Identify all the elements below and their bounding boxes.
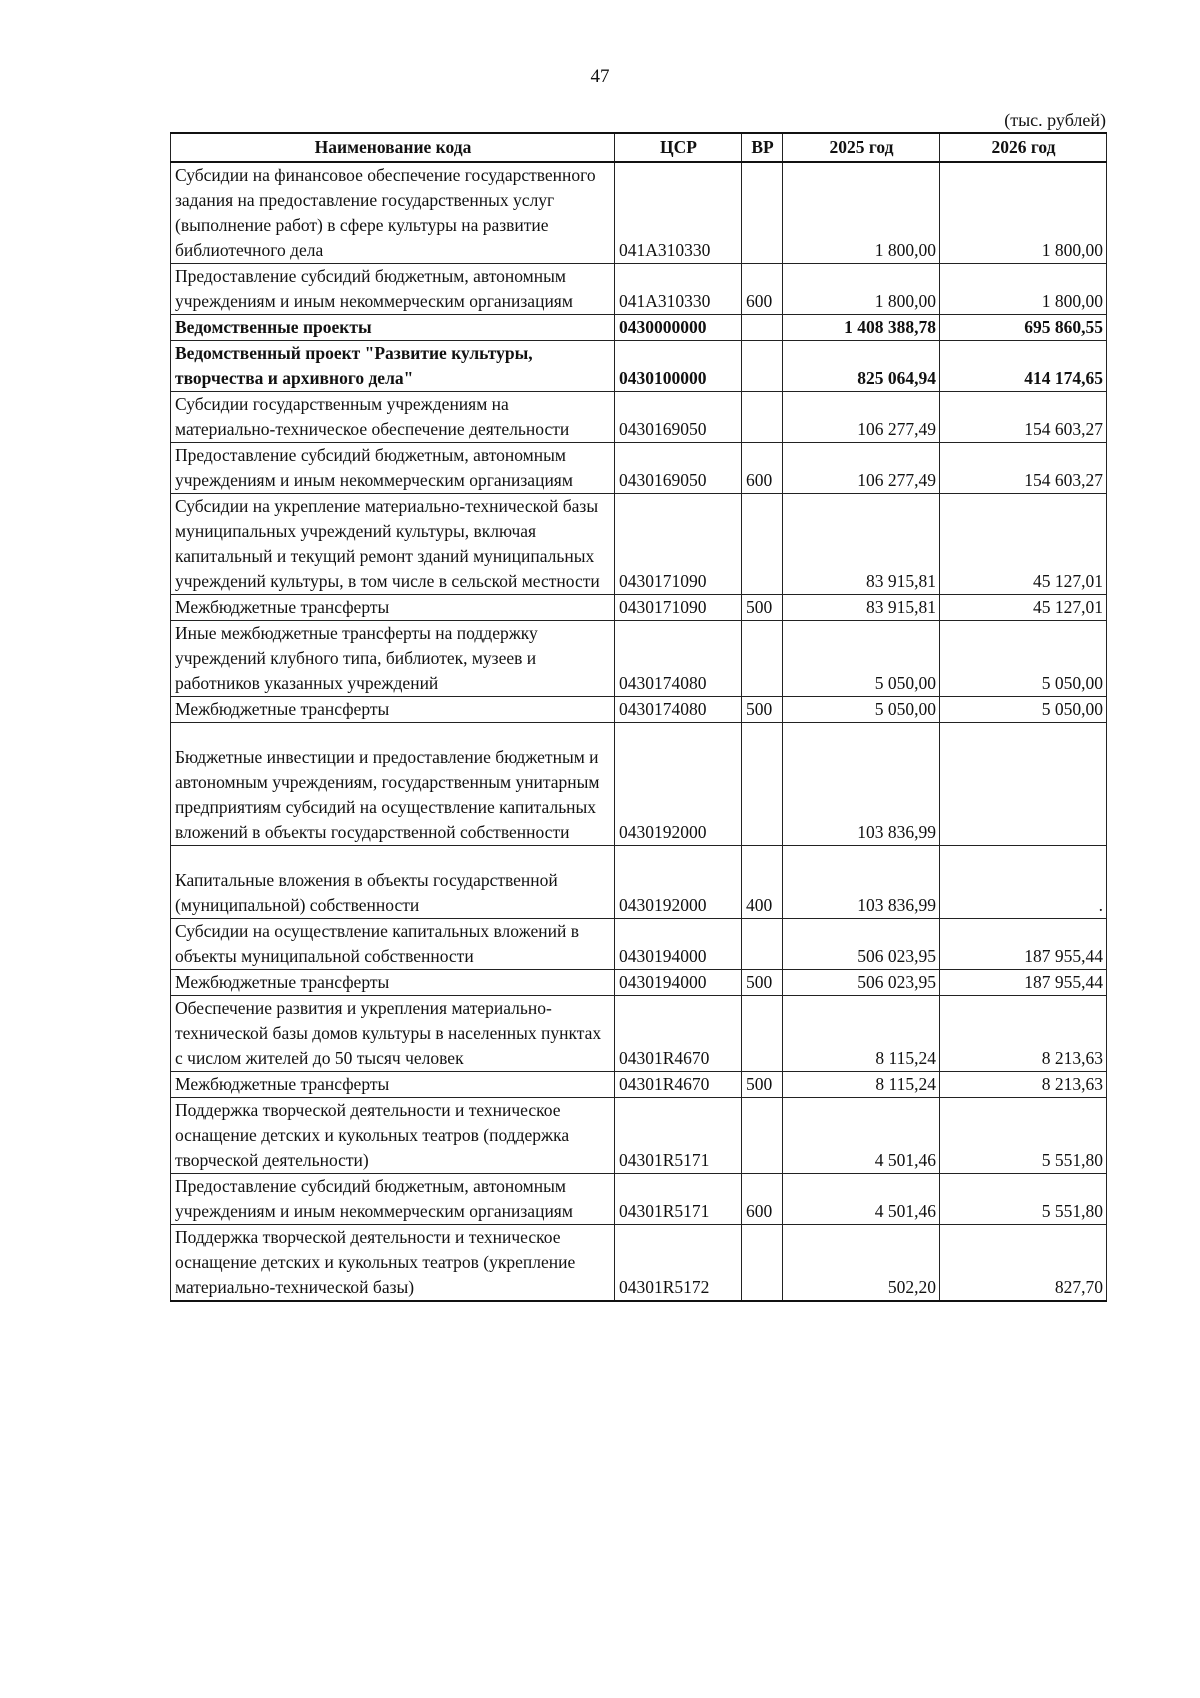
- row-name: Обеспечение развития и укрепления материально-технической базы домов культуры в населенных пунктах с числом жителей до 50 тысяч человек: [171, 996, 615, 1072]
- table-row: [171, 846, 1107, 919]
- table-row: [171, 996, 1107, 1072]
- row-name: Предоставление субсидий бюджетным, автономным учреждениям и иным некоммерческим организациям: [171, 264, 615, 315]
- header-2025: 2025 год: [783, 133, 940, 162]
- row-name: Иные межбюджетные трансферты на поддержку учреждений клубного типа, библиотек, музеев и работников указанных учреждений: [171, 621, 615, 697]
- row-vr: [742, 621, 783, 697]
- table-row: [171, 494, 1107, 595]
- row-2026: 45 127,01: [940, 595, 1107, 621]
- page-number: 47: [590, 66, 610, 87]
- row-csr: 0430169050: [615, 392, 742, 443]
- table-row: [171, 1225, 1107, 1302]
- table-row: [171, 621, 1107, 697]
- row-name: Капитальные вложения в объекты государственной (муниципальной) собственности: [171, 846, 615, 919]
- row-2026: [940, 723, 1107, 846]
- row-2025: 106 277,49: [783, 443, 940, 494]
- row-name: Бюджетные инвестиции и предоставление бюджетным и автономным учреждениям, государственным унитарным предприятиям субсидий на осуществление капитальных вложений в объекты государственной собственности: [171, 723, 615, 846]
- row-2025: 103 836,99: [783, 723, 940, 846]
- row-2025: 5 050,00: [783, 621, 940, 697]
- row-csr: 04301R5171: [615, 1174, 742, 1225]
- row-csr: 04301R5172: [615, 1225, 742, 1302]
- row-vr: [742, 1098, 783, 1174]
- row-csr: 0430171090: [615, 494, 742, 595]
- row-csr: 041А310330: [615, 264, 742, 315]
- table-row: [171, 162, 1107, 264]
- row-2026: 5 551,80: [940, 1174, 1107, 1225]
- row-2026: 187 955,44: [940, 970, 1107, 996]
- header-2026: 2026 год: [940, 133, 1107, 162]
- row-2025: 1 408 388,78: [783, 315, 940, 341]
- row-csr: 04301R4670: [615, 996, 742, 1072]
- row-vr: 500: [742, 970, 783, 996]
- row-2026: 827,70: [940, 1225, 1107, 1302]
- row-2026: 154 603,27: [940, 443, 1107, 494]
- row-name: Межбюджетные трансферты: [171, 697, 615, 723]
- table-row: [171, 264, 1107, 315]
- table-row-section: [171, 341, 1107, 392]
- row-2026: 8 213,63: [940, 1072, 1107, 1098]
- row-csr: 041А310330: [615, 162, 742, 264]
- row-csr: 04301R5171: [615, 1098, 742, 1174]
- row-2026: 1 800,00: [940, 264, 1107, 315]
- table-header: [171, 133, 1107, 162]
- table-row: [171, 392, 1107, 443]
- table-body: [171, 162, 1107, 1301]
- row-vr: [742, 996, 783, 1072]
- row-csr: 0430194000: [615, 970, 742, 996]
- header-vr: ВР: [742, 133, 783, 162]
- row-2026: 5 551,80: [940, 1098, 1107, 1174]
- row-2025: 8 115,24: [783, 1072, 940, 1098]
- row-2025: 1 800,00: [783, 162, 940, 264]
- row-2026: 5 050,00: [940, 697, 1107, 723]
- row-2025: 5 050,00: [783, 697, 940, 723]
- row-vr: 600: [742, 1174, 783, 1225]
- row-csr: 0430174080: [615, 697, 742, 723]
- table-row-section: [171, 315, 1107, 341]
- row-vr: 400: [742, 846, 783, 919]
- row-2026: 414 174,65: [940, 341, 1107, 392]
- table-row: [171, 919, 1107, 970]
- row-vr: 600: [742, 264, 783, 315]
- budget-table: [170, 132, 1107, 1302]
- row-2026: 45 127,01: [940, 494, 1107, 595]
- row-csr: 0430169050: [615, 443, 742, 494]
- row-name: Поддержка творческой деятельности и техническое оснащение детских и кукольных театров (поддержка творческой деятельности): [171, 1098, 615, 1174]
- table-row: [171, 443, 1107, 494]
- row-csr: 0430000000: [615, 315, 742, 341]
- row-csr: 0430192000: [615, 723, 742, 846]
- row-2025: 825 064,94: [783, 341, 940, 392]
- row-2025: 506 023,95: [783, 919, 940, 970]
- row-2026: 8 213,63: [940, 996, 1107, 1072]
- row-vr: [742, 315, 783, 341]
- row-name: Субсидии на осуществление капитальных вложений в объекты муниципальной собственности: [171, 919, 615, 970]
- row-2025: 4 501,46: [783, 1098, 940, 1174]
- row-vr: [742, 1225, 783, 1302]
- row-2026: 1 800,00: [940, 162, 1107, 264]
- row-name: Предоставление субсидий бюджетным, автономным учреждениям и иным некоммерческим организациям: [171, 1174, 615, 1225]
- row-2025: 83 915,81: [783, 494, 940, 595]
- row-vr: [742, 919, 783, 970]
- row-vr: 600: [742, 443, 783, 494]
- table-row: [171, 595, 1107, 621]
- row-vr: 500: [742, 697, 783, 723]
- row-name: Межбюджетные трансферты: [171, 595, 615, 621]
- row-name: Межбюджетные трансферты: [171, 1072, 615, 1098]
- row-csr: 04301R4670: [615, 1072, 742, 1098]
- table-row: [171, 1174, 1107, 1225]
- row-name: Поддержка творческой деятельности и техническое оснащение детских и кукольных театров (укрепление материально-технической базы): [171, 1225, 615, 1302]
- row-2025: 8 115,24: [783, 996, 940, 1072]
- row-name: Предоставление субсидий бюджетным, автономным учреждениям и иным некоммерческим организациям: [171, 443, 615, 494]
- row-2025: 502,20: [783, 1225, 940, 1302]
- row-vr: [742, 723, 783, 846]
- table-row: [171, 697, 1107, 723]
- row-2026: .: [940, 846, 1107, 919]
- header-csr: ЦСР: [615, 133, 742, 162]
- header-name: Наименование кода: [171, 133, 615, 162]
- row-2026: 187 955,44: [940, 919, 1107, 970]
- row-vr: [742, 392, 783, 443]
- row-name: Субсидии государственным учреждениям на материально-техническое обеспечение деятельности: [171, 392, 615, 443]
- row-vr: [742, 162, 783, 264]
- header-row: [171, 133, 1107, 162]
- row-name: Ведомственные проекты: [171, 315, 615, 341]
- row-csr: 0430171090: [615, 595, 742, 621]
- row-csr: 0430100000: [615, 341, 742, 392]
- row-name: Субсидии на финансовое обеспечение государственного задания на предоставление государственных услуг (выполнение работ) в сфере культуры на развитие библиотечного дела: [171, 162, 615, 264]
- row-name: Субсидии на укрепление материально-технической базы муниципальных учреждений культуры, включая капитальный и текущий ремонт зданий муниципальных учреждений культуры, в том числе в сельской местности: [171, 494, 615, 595]
- row-vr: [742, 341, 783, 392]
- row-vr: [742, 494, 783, 595]
- row-vr: 500: [742, 1072, 783, 1098]
- row-name: Межбюджетные трансферты: [171, 970, 615, 996]
- row-name: Ведомственный проект "Развитие культуры, творчества и архивного дела": [171, 341, 615, 392]
- row-2025: 506 023,95: [783, 970, 940, 996]
- row-2025: 106 277,49: [783, 392, 940, 443]
- table-row: [171, 723, 1107, 846]
- row-2025: 83 915,81: [783, 595, 940, 621]
- table-row: [171, 1072, 1107, 1098]
- row-2026: 5 050,00: [940, 621, 1107, 697]
- table-row: [171, 1098, 1107, 1174]
- row-2025: 103 836,99: [783, 846, 940, 919]
- row-2025: 4 501,46: [783, 1174, 940, 1225]
- units-label: (тыс. рублей): [1004, 110, 1106, 130]
- row-csr: 0430174080: [615, 621, 742, 697]
- row-vr: 500: [742, 595, 783, 621]
- table-row: [171, 970, 1107, 996]
- row-2025: 1 800,00: [783, 264, 940, 315]
- row-csr: 0430194000: [615, 919, 742, 970]
- row-2026: 695 860,55: [940, 315, 1107, 341]
- row-2026: 154 603,27: [940, 392, 1107, 443]
- row-csr: 0430192000: [615, 846, 742, 919]
